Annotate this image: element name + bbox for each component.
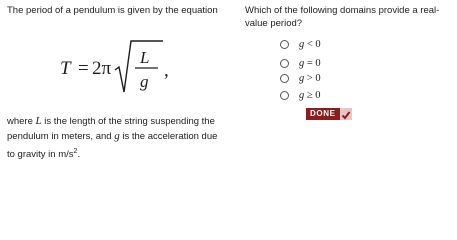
- question-text: Which of the following domains provide a real-value period?: [245, 5, 440, 29]
- unit-text: m/s: [58, 149, 74, 161]
- variable-L: L: [35, 115, 42, 127]
- definition-text: .: [77, 149, 81, 161]
- definition-text: is the acceleration due: [119, 131, 218, 142]
- definition-text: to gravity in: [7, 149, 59, 161]
- formula-comma: ,: [164, 60, 169, 81]
- radical-sign: [115, 41, 163, 92]
- problem-definitions: [7, 114, 242, 162]
- radio-button[interactable]: [280, 91, 289, 100]
- formula-equals: =: [78, 58, 89, 79]
- option-g-equals-0[interactable]: [280, 56, 321, 70]
- formula-denominator: g: [140, 72, 149, 91]
- done-button[interactable]: [306, 108, 352, 120]
- option-g-greater-equal-0[interactable]: [280, 88, 321, 102]
- pendulum-formula: [58, 34, 178, 104]
- option-g-greater-than-0[interactable]: [280, 71, 321, 85]
- definition-text: is the length of the string suspending the: [41, 116, 215, 127]
- variable-g: g: [114, 130, 120, 142]
- definition-text: pendulum in meters, and: [7, 131, 115, 142]
- option-label: g = 0: [299, 57, 321, 69]
- definition-text: where: [7, 116, 36, 127]
- done-label: DONE: [306, 108, 340, 120]
- radio-button[interactable]: [280, 40, 289, 49]
- formula-coefficient: 2π: [92, 58, 112, 79]
- option-label: g < 0: [299, 38, 321, 50]
- option-g-less-than-0[interactable]: [280, 37, 321, 51]
- formula-lhs: T: [60, 58, 71, 79]
- option-label: g ≥ 0: [299, 89, 321, 101]
- unit-exponent: 2: [73, 148, 78, 155]
- radio-button[interactable]: [280, 74, 289, 83]
- radio-button[interactable]: [280, 59, 289, 68]
- problem-intro: The period of a pendulum is given by the equation: [7, 5, 218, 16]
- formula-numerator: L: [140, 48, 150, 67]
- check-icon: [340, 108, 352, 120]
- option-label: g > 0: [299, 72, 321, 84]
